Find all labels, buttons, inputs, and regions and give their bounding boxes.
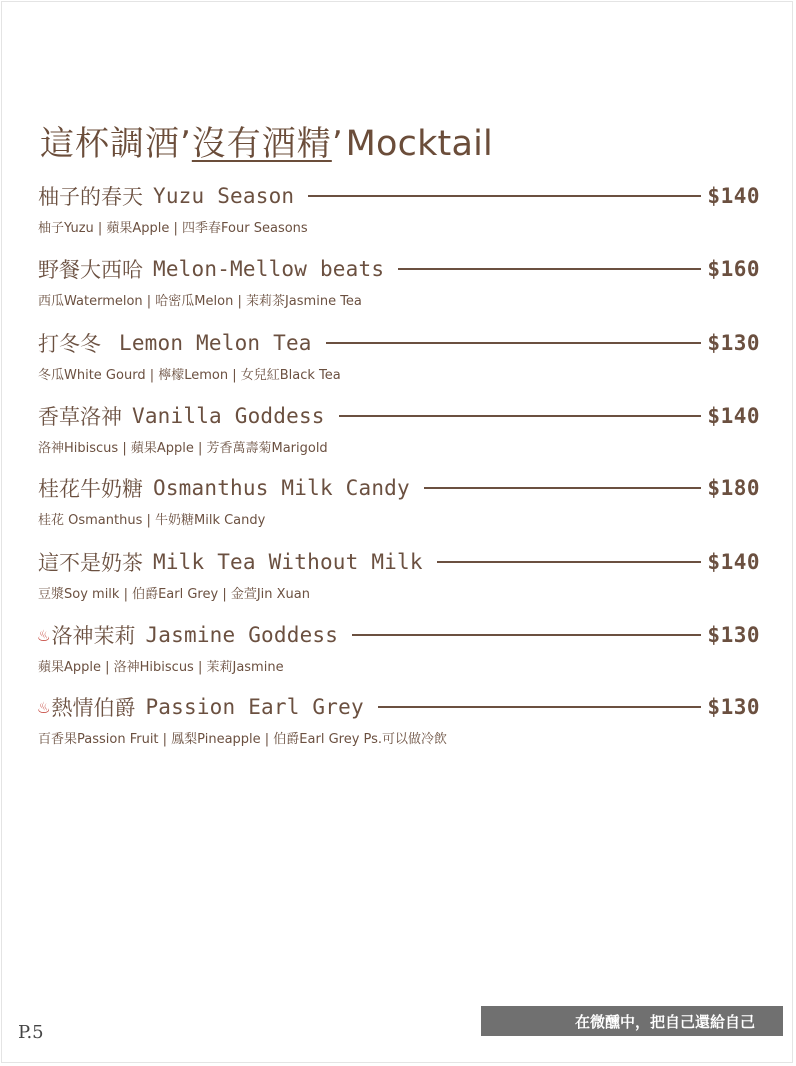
hot-drink-icon: ♨ [38, 624, 50, 646]
menu-item-lemon-melon-tea [38, 326, 760, 392]
dash-leader [424, 487, 702, 489]
item-name-en: Milk Tea Without Milk [153, 550, 423, 574]
watermark-banner: 在微醺中，把自己還給自己 [481, 1006, 783, 1036]
title-zh-part2: ’ [331, 124, 344, 164]
dash-leader [352, 634, 701, 636]
dash-leader [398, 268, 701, 270]
item-name-en: Osmanthus Milk Candy [153, 476, 410, 500]
item-name-en: Yuzu Season [153, 184, 295, 208]
item-price: $160 [707, 257, 760, 281]
item-name-zh: 桂花牛奶糖 [38, 477, 143, 501]
item-price: $180 [707, 476, 760, 500]
item-name-en: Passion Earl Grey [145, 695, 364, 719]
item-price: $130 [707, 331, 760, 355]
item-name-en: Vanilla Goddess [132, 404, 325, 428]
menu-item-yuzu-season [38, 179, 760, 245]
item-price: $140 [707, 184, 760, 208]
menu-item-jasmine-goddess [38, 618, 760, 684]
item-name-zh: 熱情伯爵 [51, 696, 136, 720]
item-ingredients: 西瓜Watermelon | 哈密瓜Melon | 茉莉茶Jasmine Tea [38, 294, 362, 309]
dash-leader [326, 342, 702, 344]
item-ingredients: 柚子Yuzu | 蘋果Apple | 四季春Four Seasons [38, 221, 308, 236]
menu-item-passion-earl-grey [38, 690, 760, 756]
menu-item-osmanthus-milk-candy [38, 471, 760, 537]
item-name-zh: 這不是奶茶 [38, 551, 143, 575]
item-name-en: Jasmine Goddess [145, 623, 339, 647]
item-ingredients: 蘋果Apple | 洛神Hibiscus | 茉莉Jasmine [38, 660, 284, 675]
dash-leader [378, 706, 702, 708]
item-name-zh: 野餐大西哈 [38, 258, 143, 282]
item-price: $140 [707, 550, 760, 574]
menu-title [40, 116, 493, 165]
item-price: $130 [707, 695, 760, 719]
item-ingredients: 豆漿Soy milk | 伯爵Earl Grey | 金萱Jin Xuan [38, 587, 310, 602]
dash-leader [308, 195, 701, 197]
item-name-zh: 柚子的春天 [38, 185, 143, 209]
item-price: $140 [707, 404, 760, 428]
item-name-zh: 打冬冬 [38, 332, 101, 356]
page-number: P.5 [18, 1022, 44, 1043]
item-name-en: Lemon Melon Tea [119, 331, 312, 355]
dash-leader [437, 561, 702, 563]
item-name-zh: 香草洛神 [38, 405, 122, 429]
dash-leader [339, 415, 702, 417]
item-name-zh: 洛神茉莉 [51, 624, 136, 648]
hot-drink-icon: ♨ [38, 696, 50, 718]
menu-item-vanilla-goddess [38, 399, 760, 465]
item-ingredients: 百香果Passion Fruit | 鳳梨Pineapple | 伯爵Earl Grey Ps.可以做冷飲 [38, 732, 448, 747]
item-price: $130 [707, 623, 760, 647]
menu-item-milk-tea-without-milk [38, 545, 760, 611]
item-ingredients: 桂花 Osmanthus | 牛奶糖Milk Candy [38, 513, 266, 528]
title-zh-part1: 這杯調酒’ [40, 124, 192, 164]
title-zh-underlined: 沒有酒精 [191, 124, 332, 164]
menu-item-melon-mellow-beats [38, 252, 760, 318]
item-ingredients: 冬瓜White Gourd | 檸檬Lemon | 女兒紅Black Tea [38, 368, 341, 383]
item-name-en: Melon-Mellow beats [153, 257, 385, 281]
title-en: Mocktail [345, 124, 493, 164]
item-ingredients: 洛神Hibiscus | 蘋果Apple | 芳香萬壽菊Marigold [38, 441, 328, 456]
